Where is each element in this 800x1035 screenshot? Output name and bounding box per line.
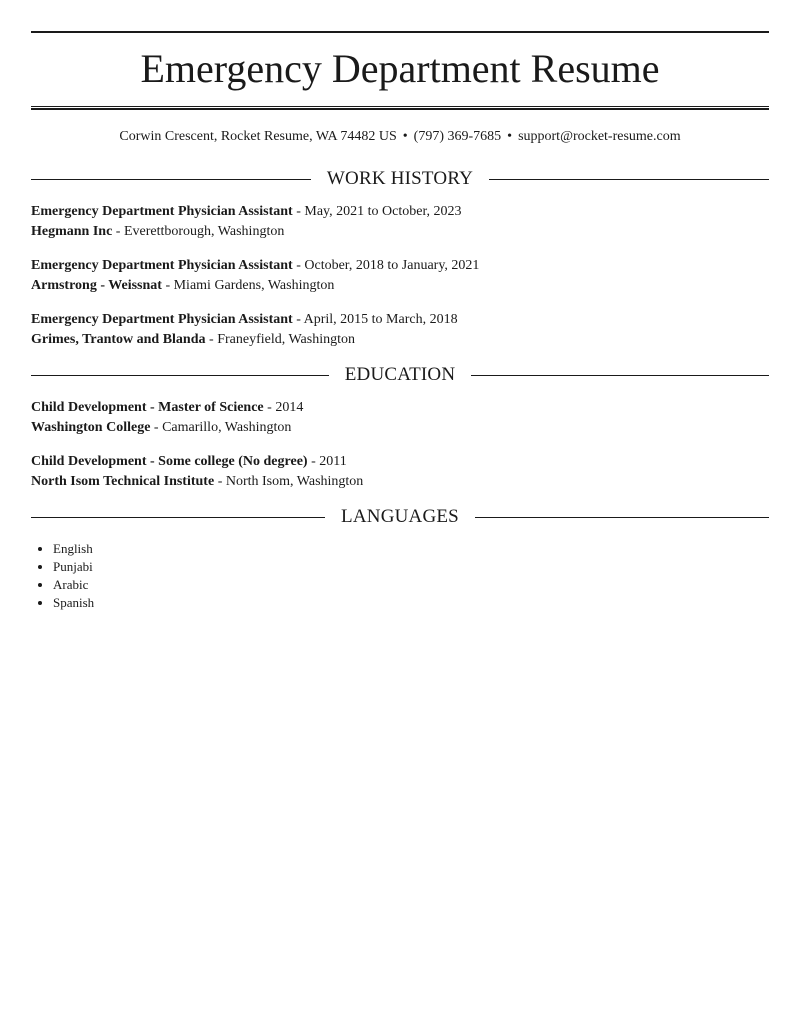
- degree: Child Development - Master of Science: [31, 400, 264, 415]
- employer-location: Franeyfield, Washington: [217, 331, 355, 347]
- language-item: • Punjabi: [53, 558, 769, 576]
- section-title: LANGUAGES: [341, 506, 459, 527]
- contact-line: [31, 128, 769, 146]
- employer-name: Hegmann Inc: [31, 223, 113, 239]
- heading-rule-right: [471, 375, 769, 376]
- school-name: Washington College: [31, 419, 151, 435]
- education-entry: Child Development - Master of Science - 2014 Washington College - Camarillo, Washington: [31, 400, 304, 435]
- heading-rule-right: [475, 517, 769, 518]
- languages-list: [31, 540, 769, 612]
- heading-rule-left: [31, 517, 325, 518]
- contact-email: support@rocket-resume.com: [518, 129, 681, 144]
- employer-name: Armstrong - Weissnat: [31, 277, 162, 293]
- heading-rule-left: [31, 179, 311, 180]
- school-location: North Isom, Washington: [225, 473, 364, 489]
- heading-rule-left: [31, 375, 329, 376]
- employer-name: Grimes, Trantow and Blanda: [31, 331, 206, 347]
- degree: Child Development - Some college (No degree): [31, 454, 308, 469]
- heading-rule-right: [489, 179, 769, 180]
- section-title: WORK HISTORY: [326, 168, 474, 189]
- title-double-rule: [31, 106, 769, 110]
- job-dates: May, 2021 to October, 2023: [304, 204, 462, 219]
- contact-separator: •: [402, 129, 408, 144]
- work-entry: Emergency Department Physician Assistant - April, 2015 to March, 2018 Grimes, Trantow and Blanda - Franeyfield, Washington: [31, 312, 458, 347]
- top-rule: [31, 31, 769, 33]
- language-item: • Spanish: [53, 594, 769, 612]
- resume-page: [31, 31, 769, 612]
- work-entry: Emergency Department Physician Assistant - May, 2021 to October, 2023 Hegmann Inc - Everettborough, Washington: [31, 204, 462, 239]
- contact-phone: (797) 369-7685: [413, 129, 502, 144]
- employer-location: Miami Gardens, Washington: [173, 277, 335, 293]
- job-title: Emergency Department Physician Assistant: [31, 204, 293, 219]
- contact-separator: •: [507, 129, 513, 144]
- education-entry: Child Development - Some college (No degree) - 2011 North Isom Technical Institute - North Isom, Washington: [31, 454, 364, 489]
- work-history-heading: [31, 168, 769, 190]
- graduation-year: 2011: [319, 454, 347, 469]
- job-dates: October, 2018 to January, 2021: [304, 258, 480, 273]
- graduation-year: 2014: [275, 400, 304, 415]
- language-item: • English: [53, 540, 769, 558]
- job-dates: April, 2015 to March, 2018: [303, 312, 458, 327]
- education-heading: [31, 364, 769, 386]
- employer-location: Everettborough, Washington: [123, 223, 285, 239]
- school-location: Camarillo, Washington: [162, 419, 292, 435]
- work-entry: Emergency Department Physician Assistant - October, 2018 to January, 2021 Armstrong - Weissnat - Miami Gardens, Washington: [31, 258, 480, 293]
- language-item: • Arabic: [53, 576, 769, 594]
- languages-heading: [31, 506, 769, 528]
- job-title: Emergency Department Physician Assistant: [31, 258, 293, 273]
- school-name: North Isom Technical Institute: [31, 473, 215, 489]
- page-title: Emergency Department Resume: [140, 46, 660, 91]
- job-title: Emergency Department Physician Assistant: [31, 312, 293, 327]
- contact-address: Corwin Crescent, Rocket Resume, WA 74482 US: [119, 129, 397, 144]
- section-title: EDUCATION: [344, 364, 456, 385]
